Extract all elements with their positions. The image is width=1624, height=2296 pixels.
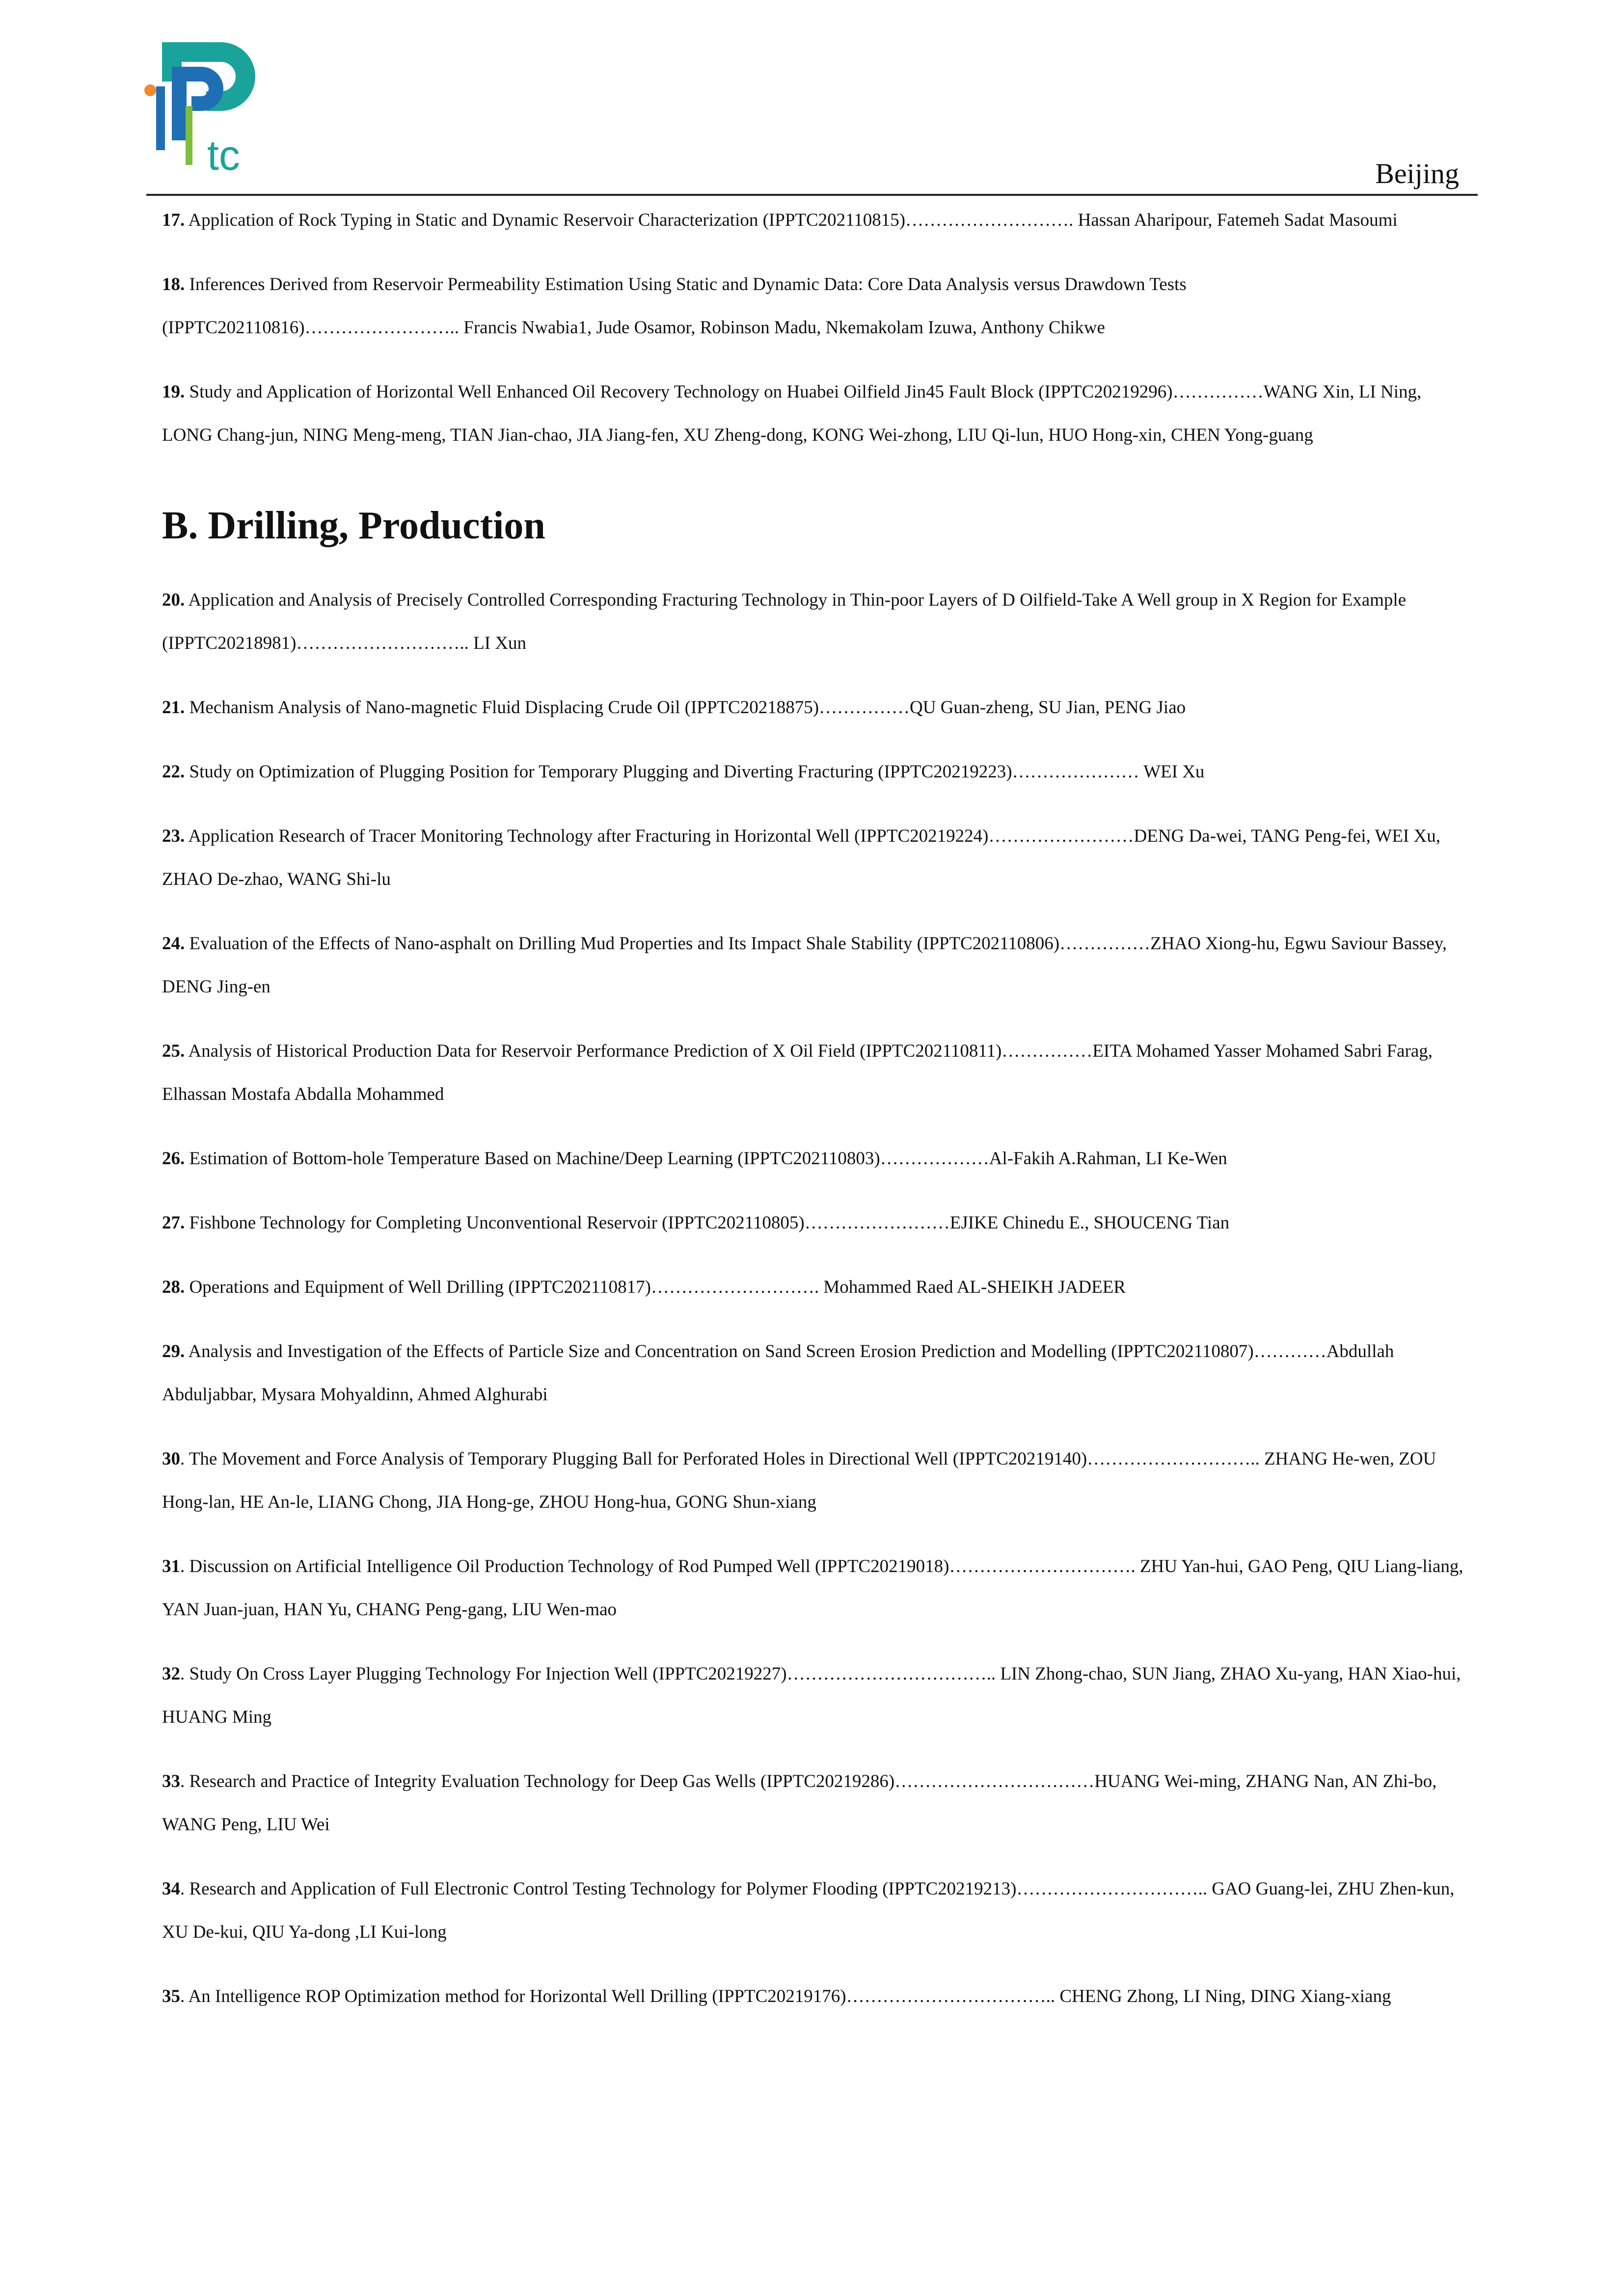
- paper-text: Fishbone Technology for Completing Unconventional Reservoir (IPPTC202110805)……………………EJIKE Chinedu E., SHOUCENG Tian: [185, 1213, 1230, 1233]
- paper-number: 19.: [162, 382, 185, 402]
- paper-entry: [162, 922, 1468, 1009]
- paper-text: . An Intelligence ROP Optimization method for Horizontal Well Drilling (IPPTC20219176)…………………………….. CHENG Zhong, LI Ning, DING Xiang-xiang: [180, 1986, 1391, 2006]
- paper-number: 17.: [162, 210, 185, 230]
- entry-list-after: [162, 579, 1468, 2018]
- paper-number: 18.: [162, 274, 185, 294]
- paper-entry: [162, 579, 1468, 665]
- paper-text: . Research and Application of Full Electronic Control Testing Technology for Polymer Flooding (IPPTC20219213)………………………….. GAO Guang-lei, ZHU Zhen-kun, XU De-kui, QIU Ya-dong ,LI Kui-long: [162, 1879, 1455, 1942]
- section-title: B. Drilling, Production: [162, 504, 545, 547]
- paper-number: 31: [162, 1556, 180, 1576]
- paper-entry: [162, 371, 1468, 457]
- paper-entry: [162, 1975, 1468, 2018]
- logo-blue-p: [172, 67, 223, 140]
- paper-number: 20.: [162, 590, 185, 610]
- paper-text: . Study On Cross Layer Plugging Technology For Injection Well (IPPTC20219227)…………………………….. LIN Zhong-chao, SUN Jiang, ZHAO Xu-yang, HAN Xiao-hui, HUANG Ming: [162, 1664, 1461, 1727]
- logo-green-bar: [186, 106, 192, 165]
- paper-text: Analysis and Investigation of the Effects of Particle Size and Concentration on Sand Screen Erosion Prediction and Modelling (IPPTC202110807)…………Abdullah Abduljabbar, Mysara Mohyaldinn, Ahmed Alghurabi: [162, 1341, 1394, 1405]
- page-content: [162, 199, 1468, 2018]
- entry-list-before: [162, 199, 1468, 457]
- paper-number: 30: [162, 1449, 180, 1469]
- paper-entry: [162, 1438, 1468, 1524]
- paper-text: . The Movement and Force Analysis of Temporary Plugging Ball for Perforated Holes in Directional Well (IPPTC20219140)……………………….. ZHANG He-wen, ZOU Hong-lan, HE An-le, LIANG Chong, JIA Hong-ge, ZHOU Hong-hua, GONG Shun-xiang: [162, 1449, 1436, 1512]
- paper-entry: [162, 1545, 1468, 1631]
- paper-entry: [162, 1330, 1468, 1416]
- paper-text: Operations and Equipment of Well Drilling (IPPTC202110817)………………………. Mohammed Raed AL-SHEIKH JADEER: [185, 1277, 1126, 1297]
- paper-text: Inferences Derived from Reservoir Permeability Estimation Using Static and Dynamic Data: Core Data Analysis versus Drawdown Tests (IPPTC202110816)…………………….. Francis Nwabia1, Jude Osamor, Robinson Madu, Nkemakolam Izuwa, Anthony Chikwe: [162, 274, 1187, 338]
- paper-number: 28.: [162, 1277, 185, 1297]
- header-rule: [146, 194, 1478, 196]
- paper-number: 33: [162, 1771, 180, 1791]
- paper-number: 32: [162, 1664, 180, 1684]
- paper-text: Analysis of Historical Production Data for Reservoir Performance Prediction of X Oil Field (IPPTC202110811)……………EITA Mohamed Yasser Mohamed Sabri Farag, Elhassan Mostafa Abdalla Mohammed: [162, 1041, 1433, 1104]
- paper-entry: [162, 686, 1468, 729]
- paper-number: 34: [162, 1879, 180, 1899]
- paper-entry: [162, 1653, 1468, 1739]
- logo-tc: tc: [207, 132, 240, 179]
- paper-number: 24.: [162, 934, 185, 954]
- paper-text: . Discussion on Artificial Intelligence Oil Production Technology of Rod Pumped Well (IPPTC20219018)…………………………. ZHU Yan-hui, GAO Peng, QIU Liang-liang, YAN Juan-juan, HAN Yu, CHANG Peng-gang, LIU Wen-mao: [162, 1556, 1463, 1620]
- paper-entry: [162, 815, 1468, 901]
- paper-entry: [162, 1030, 1468, 1116]
- paper-text: Application and Analysis of Precisely Controlled Corresponding Fracturing Technology in Thin-poor Layers of D Oilfield-Take A Well group in X Region for Example (IPPTC20218981)……………………….. LI Xun: [162, 590, 1407, 653]
- paper-text: Estimation of Bottom-hole Temperature Based on Machine/Deep Learning (IPPTC202110803)………………Al-Fakih A.Rahman, LI Ke-Wen: [185, 1148, 1227, 1169]
- paper-entry: [162, 1760, 1468, 1846]
- paper-number: 35: [162, 1986, 180, 2006]
- paper-number: 27.: [162, 1213, 185, 1233]
- header-city: Beijing: [1375, 158, 1459, 189]
- paper-number: 25.: [162, 1041, 185, 1061]
- paper-text: Application Research of Tracer Monitoring Technology after Fracturing in Horizontal Well (IPPTC20219224)……………………DENG Da-wei, TANG Peng-fei, WEI Xu, ZHAO De-zhao, WANG Shi-lu: [162, 826, 1440, 889]
- paper-text: Study and Application of Horizontal Well Enhanced Oil Recovery Technology on Huabei Oilfield Jin45 Fault Block (IPPTC20219296)……………WANG Xin, LI Ning, LONG Chang-jun, NING Meng-meng, TIAN Jian-chao, JIA Jiang-fen, XU Zheng-dong, KONG Wei-zhong, LIU Qi-lun, HUO Hong-xin, CHEN Yong-guang: [162, 382, 1422, 445]
- paper-entry: [162, 1266, 1468, 1309]
- paper-text: Evaluation of the Effects of Nano-asphalt on Drilling Mud Properties and Its Impact Shale Stability (IPPTC202110806)……………ZHAO Xiong-hu, Egwu Saviour Bassey, DENG Jing-en: [162, 934, 1447, 997]
- paper-text: . Research and Practice of Integrity Evaluation Technology for Deep Gas Wells (IPPTC20219286)……………………………HUANG Wei-ming, ZHANG Nan, AN Zhi-bo, WANG Peng, LIU Wei: [162, 1771, 1437, 1835]
- paper-number: 21.: [162, 697, 185, 718]
- paper-entry: [162, 263, 1468, 349]
- logo-orange-dot: [144, 84, 156, 96]
- paper-text: Mechanism Analysis of Nano-magnetic Fluid Displacing Crude Oil (IPPTC20218875)……………QU Guan-zheng, SU Jian, PENG Jiao: [185, 697, 1186, 718]
- paper-entry: [162, 1868, 1468, 1954]
- paper-entry: [162, 1137, 1468, 1180]
- paper-number: 29.: [162, 1341, 185, 1362]
- paper-entry: [162, 1201, 1468, 1245]
- paper-number: 23.: [162, 826, 185, 846]
- paper-text: Application of Rock Typing in Static and Dynamic Reservoir Characterization (IPPTC202110815)………………………. Hassan Aharipour, Fatemeh Sadat Masoumi: [185, 210, 1398, 230]
- paper-number: 26.: [162, 1148, 185, 1169]
- paper-number: 22.: [162, 762, 185, 782]
- paper-entry: [162, 199, 1468, 242]
- logo-i-stem: [156, 86, 165, 150]
- ipptc-logo-icon: [142, 32, 280, 180]
- paper-entry: [162, 750, 1468, 794]
- paper-text: Study on Optimization of Plugging Position for Temporary Plugging and Diverting Fracturing (IPPTC20219223)………………… WEI Xu: [185, 762, 1205, 782]
